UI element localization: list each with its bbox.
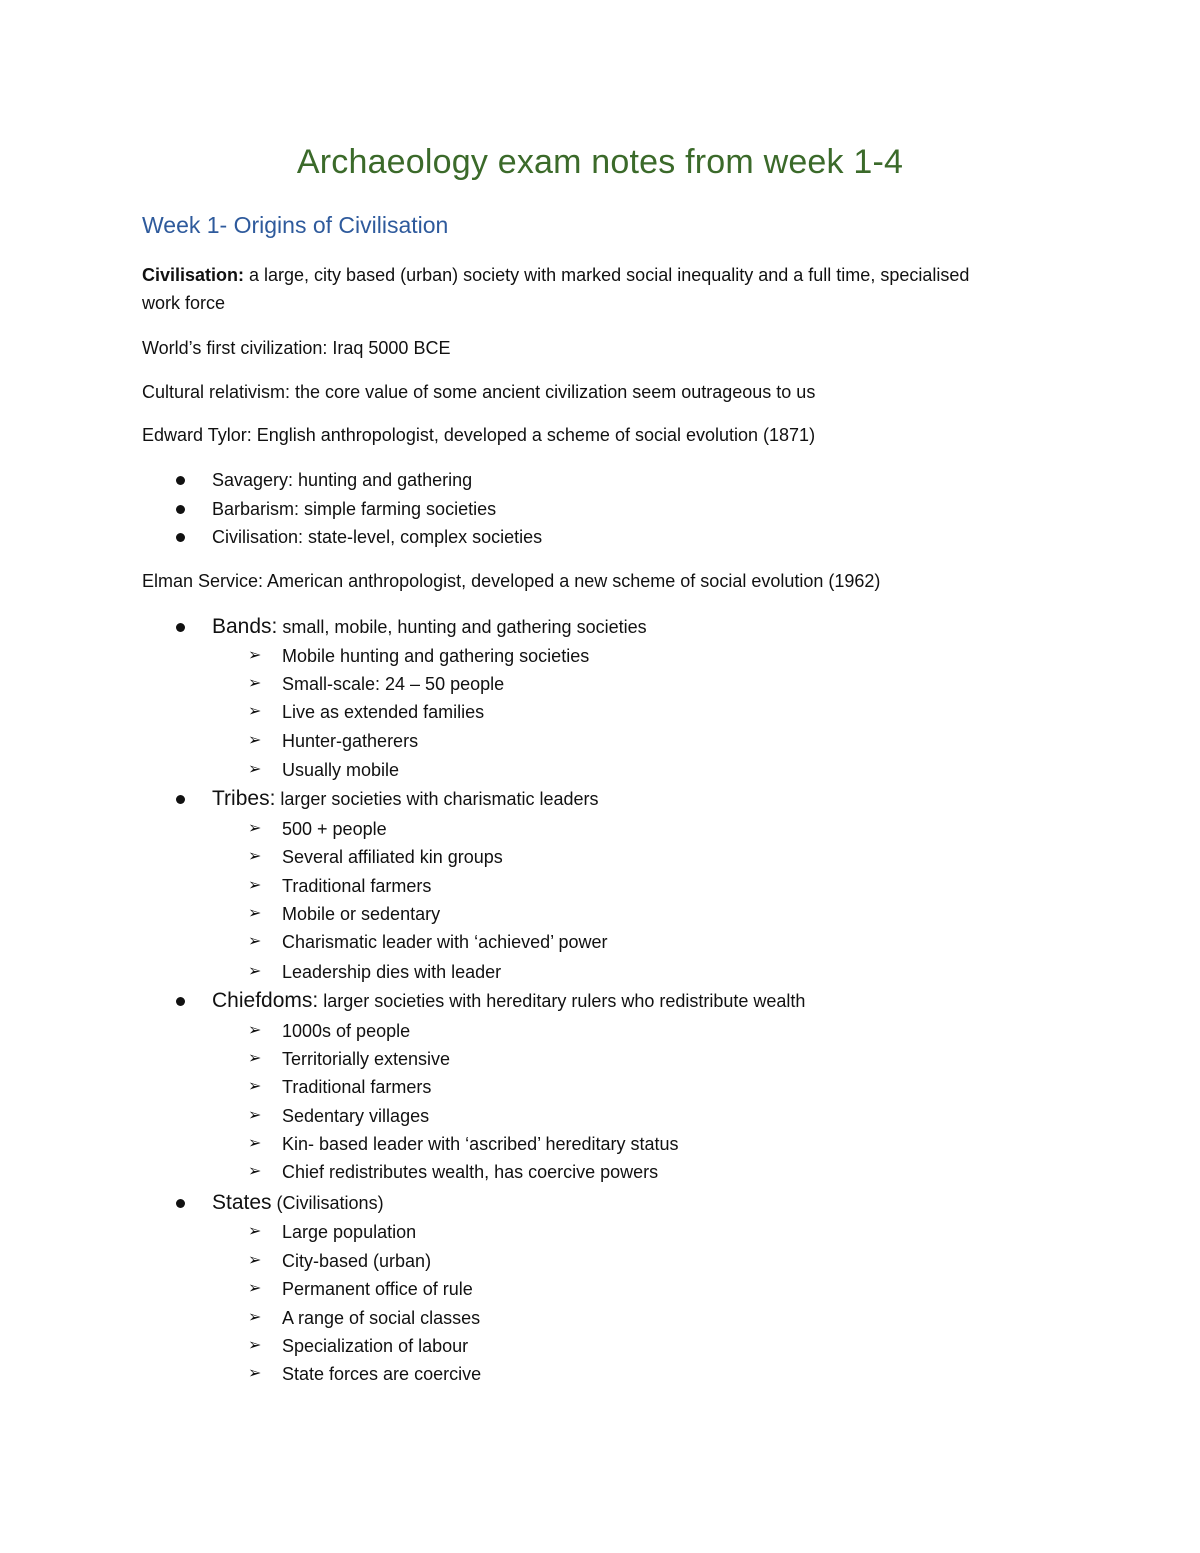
arrow-bullet-icon: ➢ [248,1163,262,1180]
arrow-bullet-icon: ➢ [248,1309,262,1326]
arrow-bullet-icon: ➢ [248,703,262,720]
sub-item: ➢ Live as extended families [282,698,484,726]
civilisation-text: a large, city based (urban) society with marked social inequality and a full time, specialised [244,265,970,285]
sub-item: ➢ Territorially extensive [282,1045,450,1073]
sub-item: ➢ Usually mobile [282,756,399,784]
group-term: Bands: [212,615,278,638]
list-item-chiefdoms [212,987,805,1015]
arrow-bullet-icon: ➢ [248,877,262,894]
sub-item: ➢ Chief redistributes wealth, has coercive powers [282,1158,658,1186]
sub-item: ➢ Large population [282,1218,416,1246]
sub-item: ➢ 1000s of people [282,1017,410,1045]
arrow-bullet-icon: ➢ [248,1252,262,1269]
arrow-bullet-icon: ➢ [248,1050,262,1067]
service-intro: Elman Service: American anthropologist, developed a new scheme of social evolution (1962) [142,571,881,591]
sub-item: ➢ Traditional farmers [282,1073,431,1101]
group-text: (Civilisations) [271,1193,384,1213]
list-item-tribes [212,785,599,813]
sub-item: ➢ Sedentary villages [282,1102,429,1130]
civilisation-definition [142,261,969,289]
arrow-bullet-icon: ➢ [248,1107,262,1124]
cultural-relativism: Cultural relativism: the core value of some ancient civilization seem outrageous to us [142,382,816,402]
group-term: Tribes: [212,787,276,810]
sub-item: ➢ Several affiliated kin groups [282,843,503,871]
arrow-bullet-icon: ➢ [248,963,262,980]
group-text: larger societies with hereditary rulers who redistribute wealth [318,991,806,1011]
arrow-bullet-icon: ➢ [248,1223,262,1240]
civilisation-term: Civilisation: [142,265,245,285]
document-title: Archaeology exam notes from week 1-4 [296,143,904,181]
sub-item: ➢ Kin- based leader with ‘ascribed’ hereditary status [282,1130,679,1158]
arrow-bullet-icon: ➢ [248,761,262,778]
arrow-bullet-icon: ➢ [248,1078,262,1095]
sub-item: ➢ 500 + people [282,815,387,843]
arrow-bullet-icon: ➢ [248,1022,262,1039]
arrow-bullet-icon: ➢ [248,848,262,865]
arrow-bullet-icon: ➢ [248,1365,262,1382]
sub-item: ➢ State forces are coercive [282,1360,481,1388]
list-item-states [212,1189,384,1217]
list-item: Barbarism: simple farming societies [212,495,496,523]
sub-item: ➢ Leadership dies with leader [282,958,501,986]
sub-item: ➢ A range of social classes [282,1304,480,1332]
arrow-bullet-icon: ➢ [248,933,262,950]
arrow-bullet-icon: ➢ [248,1135,262,1152]
sub-item: ➢ Permanent office of rule [282,1275,473,1303]
sub-item: ➢ Hunter-gatherers [282,727,418,755]
sub-item: ➢ Charismatic leader with ‘achieved’ power [282,928,607,956]
week1-heading: Week 1- Origins of Civilisation [142,212,449,238]
arrow-bullet-icon: ➢ [248,732,262,749]
tylor-intro: Edward Tylor: English anthropologist, developed a scheme of social evolution (1871) [142,425,816,445]
arrow-bullet-icon: ➢ [248,905,262,922]
sub-item: ➢ Specialization of labour [282,1332,468,1360]
sub-item: ➢ Mobile or sedentary [282,900,440,928]
group-term: States [212,1191,272,1214]
group-term: Chiefdoms: [212,989,319,1012]
first-civilization: World’s first civilization: Iraq 5000 BCE [142,338,451,358]
list-item: Civilisation: state-level, complex societies [212,523,542,551]
sub-item: ➢ Mobile hunting and gathering societies [282,642,589,670]
arrow-bullet-icon: ➢ [248,1280,262,1297]
list-item-bands [212,613,647,641]
arrow-bullet-icon: ➢ [248,675,262,692]
sub-item: ➢ Small-scale: 24 – 50 people [282,670,504,698]
sub-item: ➢ Traditional farmers [282,872,431,900]
arrow-bullet-icon: ➢ [248,1337,262,1354]
civilisation-definition-cont: work force [142,293,226,313]
list-item: Savagery: hunting and gathering [212,466,472,494]
group-text: small, mobile, hunting and gathering societies [277,617,647,637]
sub-item: ➢ City-based (urban) [282,1247,431,1275]
arrow-bullet-icon: ➢ [248,820,262,837]
group-text: larger societies with charismatic leaders [275,789,599,809]
arrow-bullet-icon: ➢ [248,647,262,664]
